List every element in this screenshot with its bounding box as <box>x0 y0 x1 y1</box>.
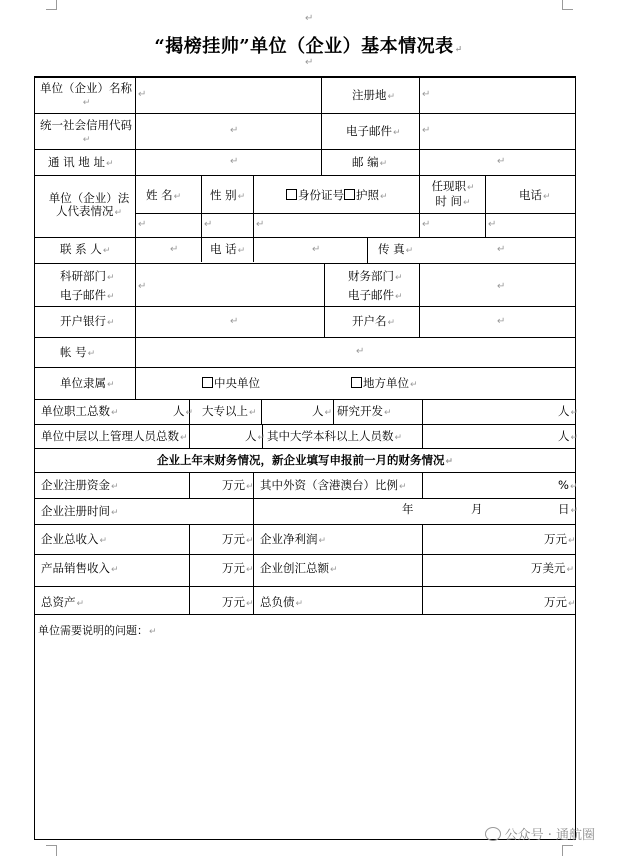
bachelor-unit: 人↵ <box>558 429 579 443</box>
rep-id-field[interactable]: ↵ <box>256 219 265 230</box>
unit-name-field[interactable]: ↵ <box>138 89 147 100</box>
rep-name-field[interactable]: ↵ <box>138 219 147 230</box>
unit-name-label: 单位（企业）名称↵ <box>40 81 132 108</box>
crop-mark-top-right <box>562 0 573 10</box>
contact-phone-label: 电 话↵ <box>210 242 246 256</box>
staff-total-unit: 人↵ <box>173 404 194 418</box>
bachelor-label: 其中大学本科以上人员数↵ <box>267 429 403 443</box>
account-name-label: 开户名↵ <box>352 314 396 328</box>
central-option: 中央单位 <box>202 377 260 390</box>
sales-rev-label: 产品销售收入↵ <box>41 561 119 575</box>
managers-label: 单位中层以上管理人员总数↵ <box>41 429 188 443</box>
sales-rev-unit: 万元↵ <box>222 561 254 575</box>
register-place-field[interactable]: ↵ <box>422 89 431 100</box>
passport-checkbox[interactable] <box>344 189 355 200</box>
notes-field[interactable] <box>36 640 574 836</box>
contact-label: 联 系 人↵ <box>60 242 111 256</box>
legal-rep-label: 单位（企业）法人代表情况↵ <box>48 191 130 218</box>
paragraph-mark: ↵ <box>305 57 314 68</box>
crop-mark-top-left <box>46 0 57 10</box>
watermark: 公众号 · 通航圈 <box>485 824 595 843</box>
rd-dept-email-label: 科研部门↵ 电子邮件↵ <box>60 269 115 302</box>
fax-field[interactable]: ↵ <box>497 244 506 255</box>
college-unit: 人↵ <box>312 404 333 418</box>
rep-phone-label: 电话↵ <box>519 188 551 202</box>
net-profit-unit: 万元↵ <box>544 532 576 546</box>
gender-label: 性 别↵ <box>210 188 246 202</box>
fin-dept-email-label: 财务部门↵ 电子邮件↵ <box>348 269 403 302</box>
email-field[interactable]: ↵ <box>422 125 431 136</box>
day-unit: 日↵ <box>558 502 579 516</box>
assets-unit: 万元↵ <box>222 595 254 609</box>
managers-unit: 人↵ <box>245 429 266 443</box>
rep-phone-field[interactable]: ↵ <box>488 219 497 230</box>
revenue-unit: 万元↵ <box>222 532 254 546</box>
postcode-field[interactable]: ↵ <box>497 156 506 167</box>
bank-label: 开户银行↵ <box>60 314 115 328</box>
liabilities-label: 总负债↵ <box>260 595 304 609</box>
assets-label: 总资产↵ <box>41 595 85 609</box>
reg-capital-unit: 万元↵ <box>222 478 254 492</box>
contact-phone-field[interactable]: ↵ <box>312 244 321 255</box>
register-place-label: 注册地↵ <box>352 88 396 102</box>
wechat-icon <box>485 827 501 841</box>
fax-label: 传 真↵ <box>378 242 414 256</box>
net-profit-label: 企业净利润↵ <box>260 532 327 546</box>
rep-gender-field[interactable]: ↵ <box>204 219 213 230</box>
fin-dept-email-field[interactable]: ↵ <box>497 281 506 292</box>
liabilities-unit: 万元↵ <box>544 595 576 609</box>
year-unit: 年 <box>402 502 414 516</box>
address-label: 通 讯 地 址↵ <box>48 155 114 169</box>
address-field[interactable]: ↵ <box>230 156 239 167</box>
finance-header: 企业上年末财务情况，新企业填写申报前一月的财务情况↵ <box>156 453 454 467</box>
affiliation-label: 单位隶属↵ <box>60 376 115 390</box>
paragraph-mark: ↵ <box>305 13 314 24</box>
rep-tenure-field[interactable]: ↵ <box>422 219 431 230</box>
id-card-checkbox[interactable] <box>286 189 297 200</box>
fx-earn-unit: 万美元↵ <box>531 561 575 575</box>
account-no-field[interactable]: ↵ <box>356 346 365 357</box>
email-label: 电子邮件↵ <box>346 124 401 138</box>
bank-field[interactable]: ↵ <box>230 316 239 327</box>
reg-capital-label: 企业注册资金↵ <box>41 478 119 492</box>
credit-code-label: 统一社会信用代码↵ <box>40 118 132 145</box>
credit-code-field[interactable]: ↵ <box>230 125 239 136</box>
rd-label: 研究开发↵ <box>337 404 392 418</box>
rd-unit: 人↵ <box>558 404 579 418</box>
foreign-ratio-label: 其中外资（含港澳台）比例↵ <box>260 478 407 492</box>
page-title: “揭榜挂帅”单位（企业）基本情况表↵ <box>154 36 463 57</box>
account-no-label: 帐 号↵ <box>60 345 96 359</box>
account-name-field[interactable]: ↵ <box>497 316 506 327</box>
staff-total-label: 单位职工总数↵ <box>41 404 119 418</box>
tenure-label: 任现职↵ 时 间↵ <box>431 179 475 208</box>
central-checkbox[interactable] <box>202 377 213 388</box>
postcode-label: 邮 编↵ <box>352 155 388 169</box>
foreign-ratio-unit: %↵ <box>558 478 578 492</box>
month-unit: 月 <box>471 502 483 516</box>
revenue-label: 企业总收入↵ <box>41 532 108 546</box>
contact-field[interactable]: ↵ <box>170 244 179 255</box>
college-label: 大专以上↵ <box>202 404 257 418</box>
local-option: 地方单位↵ <box>351 377 418 392</box>
reg-time-label: 企业注册时间↵ <box>41 504 119 518</box>
local-checkbox[interactable] <box>351 377 362 388</box>
fx-earn-label: 企业创汇总额↵ <box>260 561 338 575</box>
crop-mark-bottom-right <box>562 845 573 856</box>
notes-label: 单位需要说明的问题：↵ <box>38 624 157 637</box>
id-type-options: 身份证号 护照↵ <box>286 189 388 204</box>
rd-dept-email-field[interactable]: ↵ <box>138 281 147 292</box>
crop-mark-bottom-left <box>46 845 57 856</box>
name-label: 姓 名↵ <box>146 188 182 202</box>
